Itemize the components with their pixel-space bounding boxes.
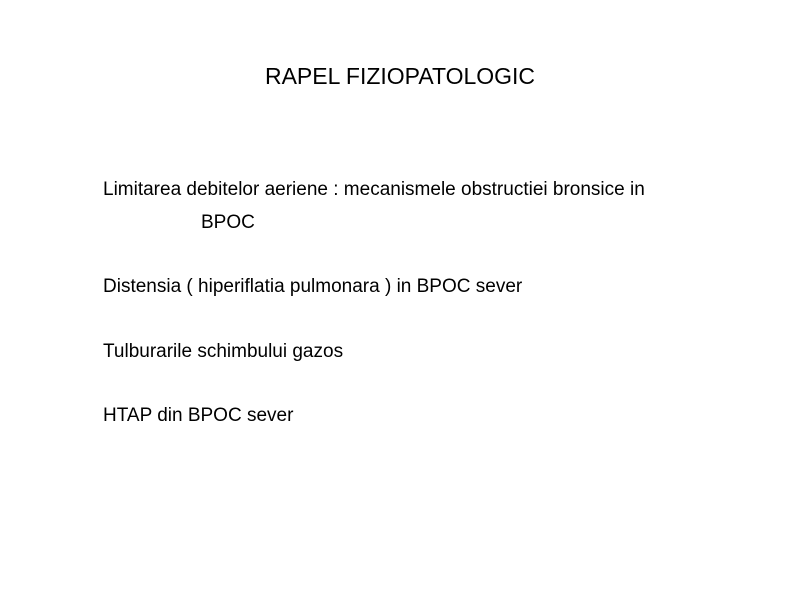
list-item-htap: HTAP din BPOC sever [103,405,294,426]
list-item-tulburarile: Tulburarile schimbului gazos [103,341,344,362]
list-item-limitarea-continuation: BPOC [201,212,255,233]
list-item-distensia: Distensia ( hiperiflatia pulmonara ) in BPOC sever [103,276,523,297]
slide-title: RAPEL FIZIOPATOLOGIC [264,63,536,89]
list-item-limitarea: Limitarea debitelor aeriene : mecanismele obstructiei bronsice in [103,179,645,200]
